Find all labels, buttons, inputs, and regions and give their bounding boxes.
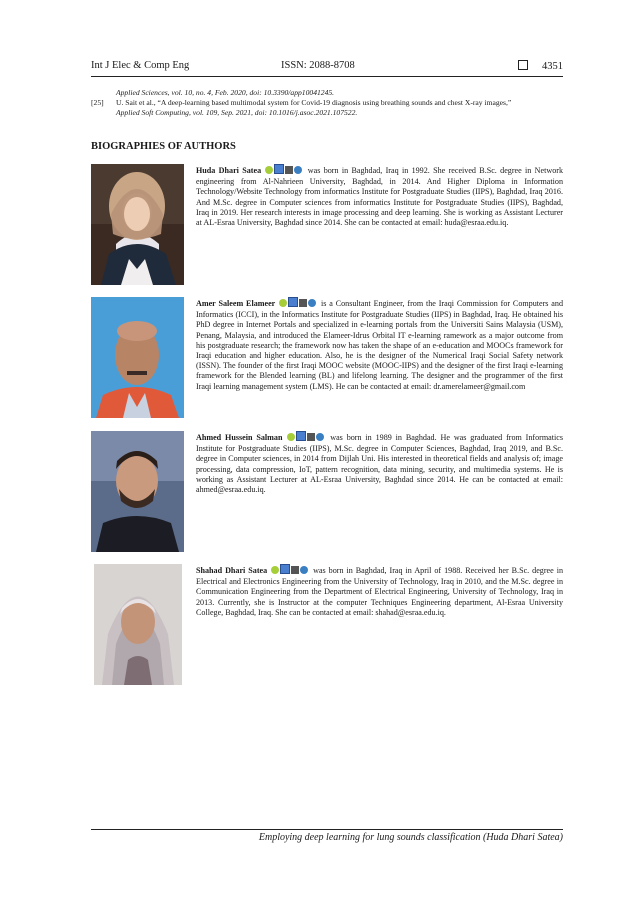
page-header [91, 60, 563, 77]
issn: ISSN: 2088-8708 [281, 60, 355, 71]
section-title: BIOGRAPHIES OF AUTHORS [91, 141, 236, 152]
author-bio-2 [91, 297, 563, 419]
google-scholar-icon[interactable] [280, 564, 290, 574]
profile-icons [265, 164, 303, 177]
scopus-icon[interactable] [285, 166, 293, 174]
profile-icons [279, 297, 317, 310]
author-photo-amer [91, 297, 184, 418]
author-bio: is a Consultant Engineer, from the Iraqi Commission for Computers and Informatics (ICCI), in the Informatics Institute for Postgraduate Studies (IIPS) in Baghdad, Iraq. He obtained his PhD degree in Internet Portals and specialized in e-learning portals from the Universiti Sains Malaysia (USM), Penang, Malaysia, and introduced the Elameer-Idrus Orbital IT e-learning ramework as a major outcome from his postgraduate research; the framework now has taken the shape of an e-education and MOOCs framework for Iraqi education and higher education. Also, he is the designer of the Numerical Iraqi Social Safety network (ISSN). The founder of the first Iraqi MOOC website (MOOC-IIPS) and the designer of the first Iraqi e-learning framework for the Blended learning (BL) and lifelong learning. The designer and the programmer of the first Iraqi learning management system (LMS). He can be contacted at email: dr.amerelameer@gmail.com [196, 299, 563, 391]
author-bio-text [196, 431, 563, 495]
author-photo-ahmed [91, 431, 184, 552]
reference-text: U. Sait et al., “A deep-learning based multimodal system for Covid-19 diagnosis using breathing sounds and chest X-ray images,” [116, 98, 512, 107]
footer-rule [91, 829, 563, 830]
page-number-area [518, 60, 563, 72]
publons-icon[interactable] [316, 433, 324, 441]
publons-icon[interactable] [294, 166, 302, 174]
author-bio-text [196, 297, 563, 392]
reference-text-2: Applied Soft Computing, vol. 109, Sep. 2021, doi: 10.1016/j.asoc.2021.107522. [116, 108, 358, 117]
orcid-icon[interactable] [279, 299, 287, 307]
profile-icons [287, 431, 325, 444]
author-bio-4 [91, 564, 563, 686]
author-name: Amer Saleem Elameer [196, 299, 276, 308]
author-bio: was born in Baghdad, Iraq in April of 1988. Received her B.Sc. degree in Electrical and Electronics Engineering from the University of Technology, Iraq in 2010, and the M.Sc. degree in Communication Engineering from the Department of Electrical Engineering, University of Technology, Iraq in 2013. Currently, she is Instructor at the computer Techniques Engineering department, Al-Esraa University College, Baghdad, Iraq. She can be contacted at email: shahad@esraa.edu.iq. [196, 566, 563, 617]
author-bio-3 [91, 431, 563, 553]
author-name: Huda Dhari Satea [196, 166, 262, 175]
reference-item [91, 98, 563, 118]
page-number: 4351 [542, 61, 563, 72]
checkbox-square-icon [518, 60, 528, 70]
author-bio-text [196, 164, 563, 228]
profile-icons [271, 564, 309, 577]
reference-number: [25] [91, 98, 104, 107]
google-scholar-icon[interactable] [296, 431, 306, 441]
author-name: Ahmed Hussein Salman [196, 433, 283, 442]
reference-text: Applied Sciences, vol. 10, no. 4, Feb. 2020, doi: 10.3390/app10041245. [116, 88, 335, 97]
orcid-icon[interactable] [271, 566, 279, 574]
orcid-icon[interactable] [265, 166, 273, 174]
author-bio: was born in 1989 in Baghdad. He was graduated from Informatics Institute for Postgraduate Studies (IIPS), M.Sc. degree in Computer Sciences, Baghdad, Iraq 2019, and B.Sc. degree in Computer sciences, in 2014 from Dijlah Uni. His interested in theoretical fields and analysis of; image processing, data compression, IoT, pattern recognition, data mining, security, and multimedia systems. He is working as Assistant Lecturer at AL-Esraa University, Baghdad since 2014. He can be contacted at email: ahmed@esraa.edu.iq. [196, 433, 563, 495]
author-bio-1 [91, 164, 563, 286]
journal-name: Int J Elec & Comp Eng [91, 60, 190, 71]
scopus-icon[interactable] [299, 299, 307, 307]
author-photo-shahad [94, 564, 182, 685]
reference-item [91, 88, 563, 98]
publons-icon[interactable] [308, 299, 316, 307]
google-scholar-icon[interactable] [274, 164, 284, 174]
author-bio-text [196, 564, 563, 618]
author-bio: was born in Baghdad, Iraq in 1992. She received B.Sc. degree in Network engineering from Al-Nahrieen University, Baghdad, in 2014. And Higher Diploma in Information Technology/Website Technology from informatics Institute for Postgraduate Studies (IIPS), Baghdad, Iraq 2016. And M.Sc. degree in Computer sciences from informatics Institute for Postgraduate Studies (IIPS), Baghdad, Iraq in 2019. Her research interests in image processing and deep learning. She is working as Assistant Lecturer at AL-Esraa University, Baghdad since 2014. She can be contacted at email: huda@esraa.edu.iq. [196, 166, 563, 228]
google-scholar-icon[interactable] [288, 297, 298, 307]
author-name: Shahad Dhari Satea [196, 566, 268, 575]
page-footer: Employing deep learning for lung sounds classification (Huda Dhari Satea) [258, 832, 563, 843]
orcid-icon[interactable] [287, 433, 295, 441]
publons-icon[interactable] [300, 566, 308, 574]
scopus-icon[interactable] [307, 433, 315, 441]
reference-list [91, 88, 563, 118]
author-photo-huda [91, 164, 184, 285]
scopus-icon[interactable] [291, 566, 299, 574]
